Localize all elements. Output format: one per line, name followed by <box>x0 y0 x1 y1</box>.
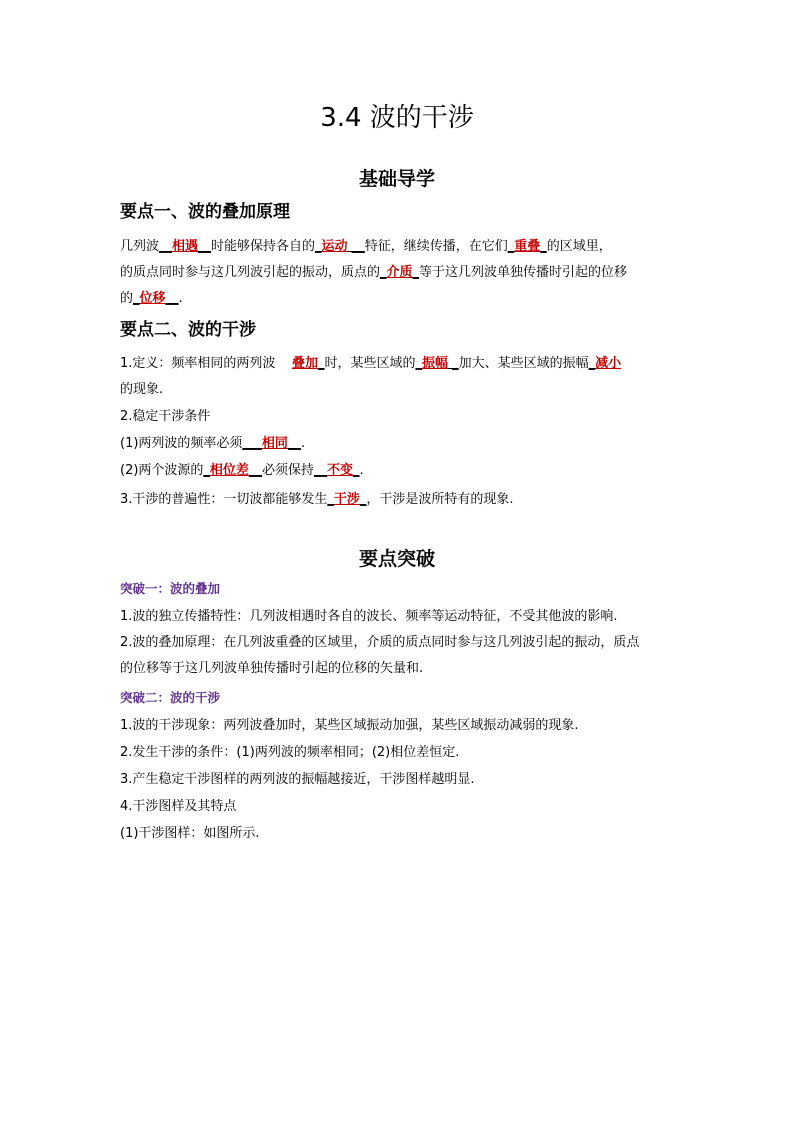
tp1-line-1: 1.波的独立传播特性：几列波相遇时各自的波长、频率等运动特征，不受其他波的影响. <box>120 609 618 624</box>
blank: _ <box>447 356 459 371</box>
answer: 叠加 <box>291 356 318 371</box>
answer: 相遇 <box>172 239 199 254</box>
blank: __ <box>165 291 179 306</box>
blank: ___ <box>242 436 262 451</box>
text: 时能够保持各自的 <box>211 239 316 254</box>
blank: __ <box>347 239 365 254</box>
blank: __ <box>159 239 173 254</box>
blank: _ <box>588 356 596 371</box>
text: 的区域里， <box>546 239 612 254</box>
yd1-line-3 <box>120 290 680 308</box>
yd2-def-line-1 <box>120 355 680 373</box>
answer: 介质 <box>386 265 413 280</box>
text: 的 <box>120 291 134 306</box>
section-heading-jichu: 基础导学 <box>358 168 435 190</box>
yd2-cond-1 <box>120 435 680 453</box>
text: (2)两个波源的 <box>120 463 204 478</box>
blank: _ <box>315 239 322 254</box>
blank: __ <box>313 463 327 478</box>
blank: _ <box>415 356 422 371</box>
text: (1)两列波的频率必须 <box>120 436 243 451</box>
answer: 不变 <box>326 463 353 478</box>
yd2-cond-2 <box>120 462 680 480</box>
text: ，干涉是波所特有的现象. <box>366 492 514 507</box>
answer: 位移 <box>139 291 166 306</box>
blank: _ <box>352 463 360 478</box>
yd2-cond-title: 2.稳定干涉条件 <box>120 409 211 424</box>
yd2-point-3 <box>120 491 680 509</box>
text: 时，某些区域的 <box>324 356 416 371</box>
tp2-line-4: 4.干涉图样及其特点 <box>120 799 237 814</box>
text: . <box>300 436 306 451</box>
blank: _ <box>327 492 334 507</box>
text: 必须保持 <box>261 463 314 478</box>
blank: _ <box>359 492 367 507</box>
tp2-heading: 突破二：波的干涉 <box>120 690 221 705</box>
answer: 干涉 <box>333 492 360 507</box>
yd1-line-1 <box>120 238 680 256</box>
page-title: 3.4 波的干涉 <box>320 103 474 133</box>
blank: _ <box>412 265 420 280</box>
yd2-heading: 要点二、波的干涉 <box>120 320 256 340</box>
blank <box>275 356 292 371</box>
yd2-def-line-2: 的现象. <box>120 382 164 397</box>
blank: _ <box>203 463 210 478</box>
section-heading-tupo: 要点突破 <box>358 548 435 570</box>
text: . <box>359 463 364 478</box>
blank: _ <box>133 291 140 306</box>
text: 的质点同时参与这几列波引起的振动，质点的 <box>120 265 381 280</box>
text: 几列波 <box>120 239 160 254</box>
blank: __ <box>287 436 301 451</box>
tp2-line-3: 3.产生稳定干涉图样的两列波的振幅越接近，干涉图样越明显. <box>120 772 475 787</box>
answer: 重叠 <box>514 239 541 254</box>
text: 加大、某些区域的振幅 <box>458 356 589 371</box>
answer: 相同 <box>261 436 288 451</box>
text: 特征，继续传播，在它们 <box>364 239 508 254</box>
blank: __ <box>198 239 212 254</box>
blank: __ <box>248 463 262 478</box>
tp2-line-1: 1.波的干涉现象：两列波叠加时，某些区域振动加强，某些区域振动减弱的现象. <box>120 718 579 733</box>
yd1-heading: 要点一、波的叠加原理 <box>120 202 290 222</box>
tp1-line-3: 的位移等于这几列波单独传播时引起的位移的矢量和. <box>120 661 424 676</box>
text: 等于这几列波单独传播时引起的位移 <box>419 265 628 280</box>
tp1-line-2: 2.波的叠加原理：在几列波重叠的区域里，介质的质点同时参与这几列波引起的振动，质点 <box>120 635 640 650</box>
text: 3.干涉的普遍性：一切波都能够发生 <box>120 492 328 507</box>
blank: _ <box>507 239 515 254</box>
text: . <box>178 291 183 306</box>
answer: 减小 <box>595 356 622 371</box>
tp1-heading: 突破一：波的叠加 <box>120 581 221 596</box>
answer: 相位差 <box>209 463 249 478</box>
answer: 运动 <box>321 239 348 254</box>
tp2-line-5: (1)干涉图样：如图所示. <box>120 826 260 841</box>
text: 1.定义：频率相同的两列波 <box>120 356 276 371</box>
blank: _ <box>317 356 325 371</box>
blank: _ <box>380 265 387 280</box>
blank: _ <box>540 239 547 254</box>
tp2-line-2: 2.发生干涉的条件：(1)两列波的频率相同；(2)相位差恒定. <box>120 745 460 760</box>
answer: 振幅 <box>421 356 448 371</box>
yd1-line-2 <box>120 264 680 282</box>
